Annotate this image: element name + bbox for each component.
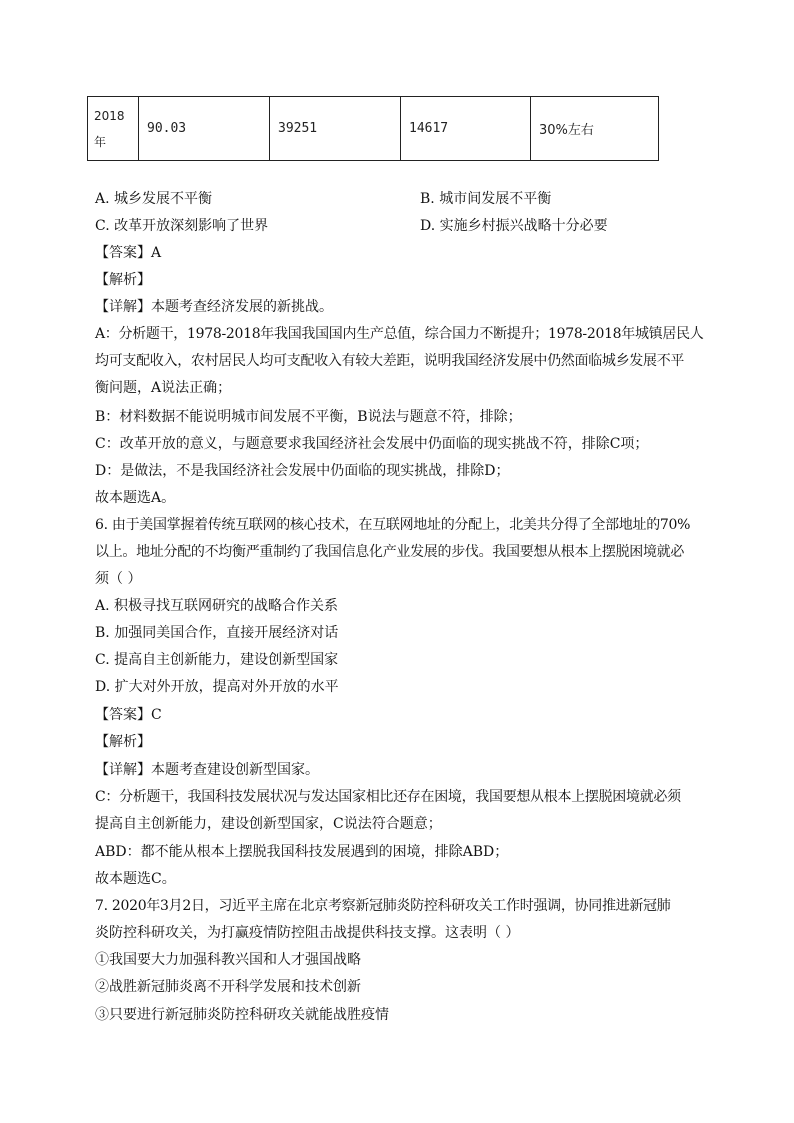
q7-item-3: ③只要进行新冠肺炎防控科研攻关就能战胜疫情 (95, 1007, 389, 1023)
q5-option-b: B. 城市间发展不平衡 (420, 191, 552, 207)
q7-stem-line1: 7. 2020年3月2日，习近平主席在北京考察新冠肺炎防控科研攻关工作时强调，协同推进新冠肺 (95, 898, 671, 914)
q6-explanation-c-line1: C：分析题干，我国科技发展状况与发达国家相比还存在困境，我国要想从根本上摆脱困境就必须 (95, 789, 681, 805)
q5-analysis-label: 【解析】 (95, 272, 151, 288)
q5-detail: 【详解】本题考查经济发展的新挑战。 (95, 299, 333, 315)
cell-contribution: 30%左右 (531, 97, 659, 161)
q6-stem-line2: 以上。地址分配的不均衡严重制约了我国信息化产业发展的步伐。我国要想从根本上摆脱困境就必 (95, 544, 685, 560)
cell-gdp: 90.03 (139, 97, 270, 161)
q5-explanation-a-line3: 衡问题，A说法正确； (95, 380, 232, 396)
q5-option-d: D. 实施乡村振兴战略十分必要 (420, 218, 608, 234)
q6-answer: 【答案】C (95, 707, 162, 723)
q6-option-c: C. 提高自主创新能力，建设创新型国家 (95, 652, 339, 668)
q5-explanation-a-line2: 均可支配收入，农村居民人均可支配收入有较大差距，说明我国经济发展中仍然面临城乡发展不平 (95, 353, 685, 369)
cell-urban-income: 39251 (270, 97, 401, 161)
q6-stem-line3: 须（ ） (95, 571, 142, 587)
q6-analysis-label: 【解析】 (95, 734, 151, 750)
q6-option-d: D. 扩大对外开放，提高对外开放的水平 (95, 679, 339, 695)
q5-explanation-c: C：改革开放的意义，与题意要求我国经济社会发展中仍面临的现实挑战不符，排除C项； (95, 436, 649, 452)
q7-item-1: ①我国要大力加强科教兴国和人才强国战略 (95, 952, 361, 968)
q6-conclusion: 故本题选C。 (95, 871, 176, 887)
q7-stem-line2: 炎防控科研攻关，为打赢疫情防控阻击战提供科技支撑。这表明（ ） (95, 925, 520, 941)
q7-item-2: ②战胜新冠肺炎离不开科学发展和技术创新 (95, 979, 361, 995)
q6-explanation-c-line2: 提高自主创新能力，建设创新型国家，C说法符合题意； (95, 816, 442, 832)
q5-option-a: A. 城乡发展不平衡 (95, 191, 213, 207)
q5-conclusion: 故本题选A。 (95, 490, 176, 506)
q5-explanation-a-line1: A：分析题干，1978-2018年我国我国国内生产总值，综合国力不断提升；1978-2018年城镇居民人 (95, 326, 704, 342)
cell-year: 2018年 (88, 97, 139, 161)
q5-answer: 【答案】A (95, 245, 162, 261)
table-row (88, 97, 659, 161)
q5-option-c: C. 改革开放深刻影响了世界 (95, 218, 269, 234)
statistics-table (87, 96, 659, 161)
cell-rural-income: 14617 (401, 97, 531, 161)
q6-option-b: B. 加强同美国合作，直接开展经济对话 (95, 625, 339, 641)
q5-explanation-d: D：是做法，不是我国经济社会发展中仍面临的现实挑战，排除D； (95, 463, 510, 479)
q6-detail: 【详解】本题考查建设创新型国家。 (95, 762, 319, 778)
q5-explanation-b: B：材料数据不能说明城市间发展不平衡，B说法与题意不符，排除； (95, 409, 522, 425)
q6-option-a: A. 积极寻找互联网研究的战略合作关系 (95, 598, 339, 614)
q6-explanation-abd: ABD：都不能从根本上摆脱我国科技发展遇到的困境，排除ABD； (95, 844, 509, 860)
q6-stem-line1: 6. 由于美国掌握着传统互联网的核心技术，在互联网地址的分配上，北美共分得了全部地址的70% (95, 517, 691, 533)
